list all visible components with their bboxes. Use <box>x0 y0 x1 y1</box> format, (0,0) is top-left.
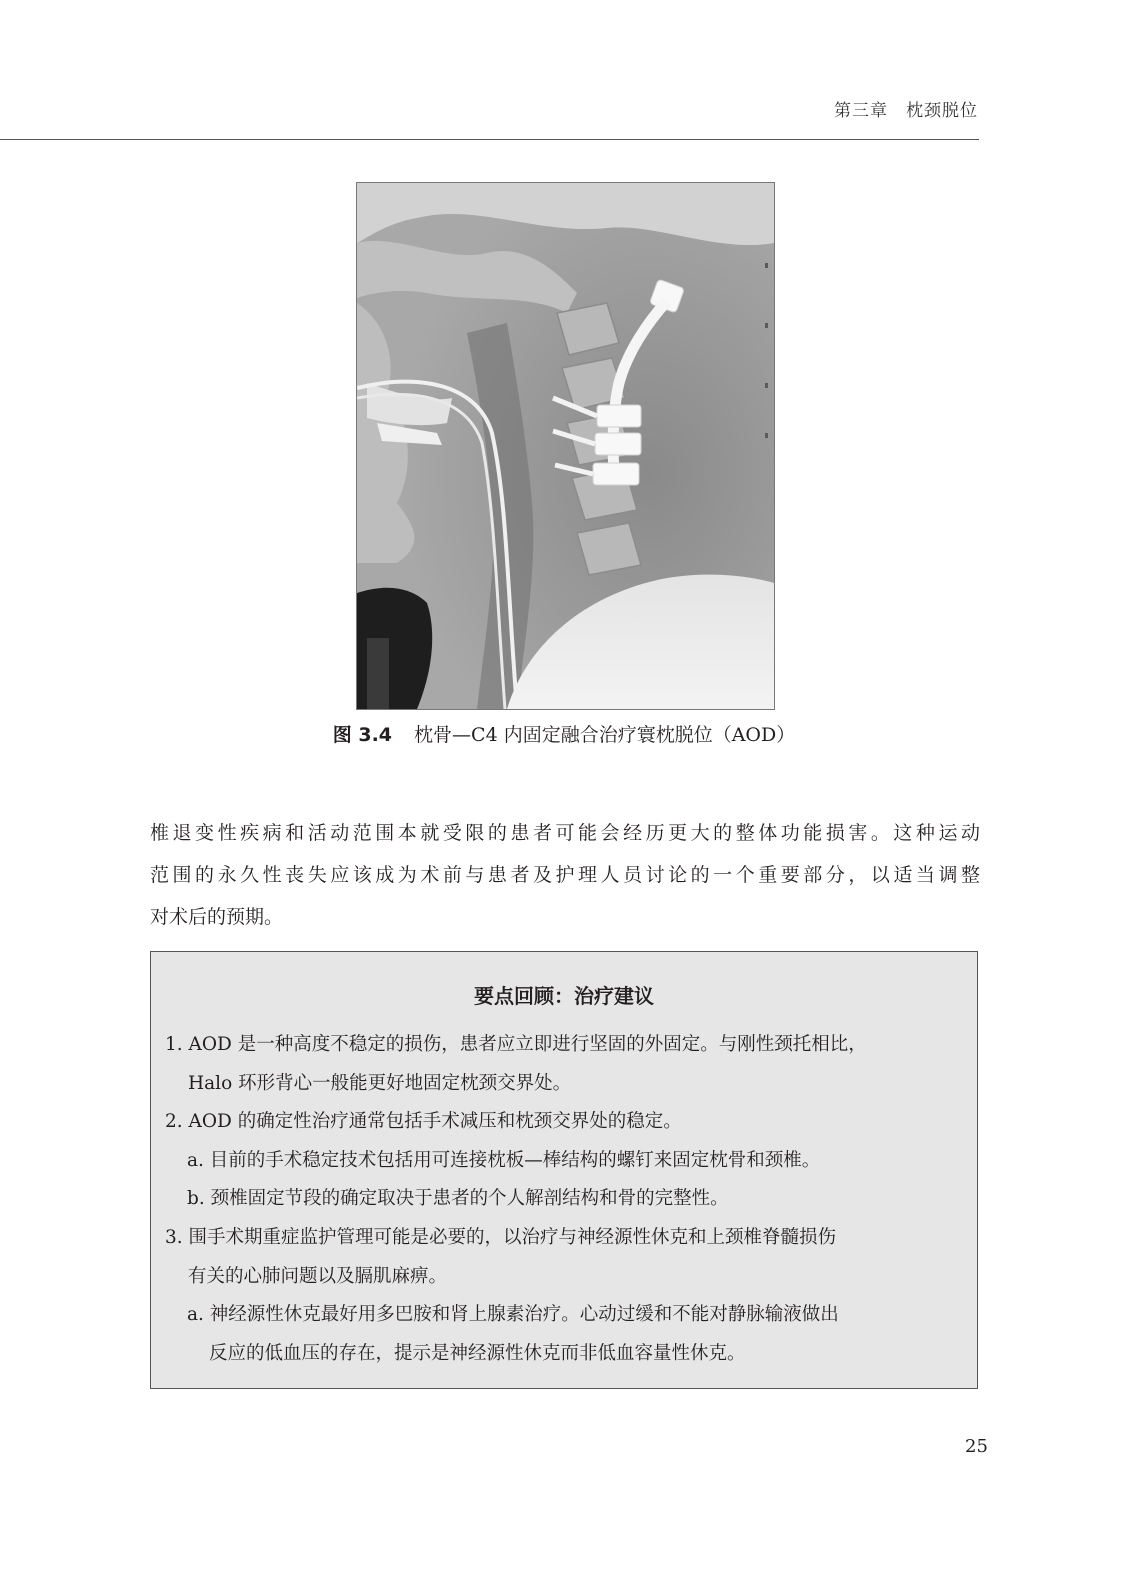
keypoint-item: a. 神经源性休克最好用多巴胺和肾上腺素治疗。心动过缓和不能对静脉输液做出 <box>187 1304 839 1325</box>
keypoints-title: 要点回顾：治疗建议 <box>474 984 654 1008</box>
keypoint-item: b. 颈椎固定节段的确定取决于患者的个人解剖结构和骨的完整性。 <box>187 1188 729 1209</box>
keypoint-item: a. 目前的手术稳定技术包括用可连接枕板—棒结构的螺钉来固定枕骨和颈椎。 <box>187 1150 821 1171</box>
page-number: 25 <box>965 1436 988 1457</box>
body-line: 范围的永久性丧失应该成为术前与患者及护理人员讨论的一个重要部分，以适当调整 <box>150 864 980 886</box>
keypoint-item: 1. AOD 是一种高度不稳定的损伤，患者应立即进行坚固的外固定。与刚性颈托相比， <box>165 1034 867 1055</box>
body-paragraph <box>150 812 980 938</box>
keypoint-item: 反应的低血压的存在，提示是神经源性休克而非低血容量性休克。 <box>209 1343 746 1364</box>
keypoint-item: 2. AOD 的确定性治疗通常包括手术减压和枕颈交界处的稳定。 <box>165 1111 682 1132</box>
keypoint-item: Halo 环形背心一般能更好地固定枕颈交界处。 <box>188 1073 572 1094</box>
keypoints-box <box>150 951 978 1389</box>
figure-caption <box>0 720 1128 747</box>
running-header <box>0 96 978 121</box>
xray-figure <box>356 182 775 710</box>
figure-caption-text: 枕骨—C4 内固定融合治疗寰枕脱位（AOD） <box>414 724 796 746</box>
keypoint-item: 有关的心肺问题以及膈肌麻痹。 <box>188 1266 448 1287</box>
body-line: 椎退变性疾病和活动范围本就受限的患者可能会经历更大的整体功能损害。这种运动 <box>150 822 980 844</box>
header-rule <box>0 139 979 140</box>
keypoint-item: 3. 围手术期重症监护管理可能是必要的，以治疗与神经源性休克和上颈椎脊髓损伤 <box>165 1227 837 1248</box>
body-line: 对术后的预期。 <box>150 906 284 928</box>
chapter-label: 第三章 <box>834 101 888 121</box>
chapter-title: 枕颈脱位 <box>906 101 978 121</box>
figure-number: 图 3.4 <box>332 724 393 746</box>
